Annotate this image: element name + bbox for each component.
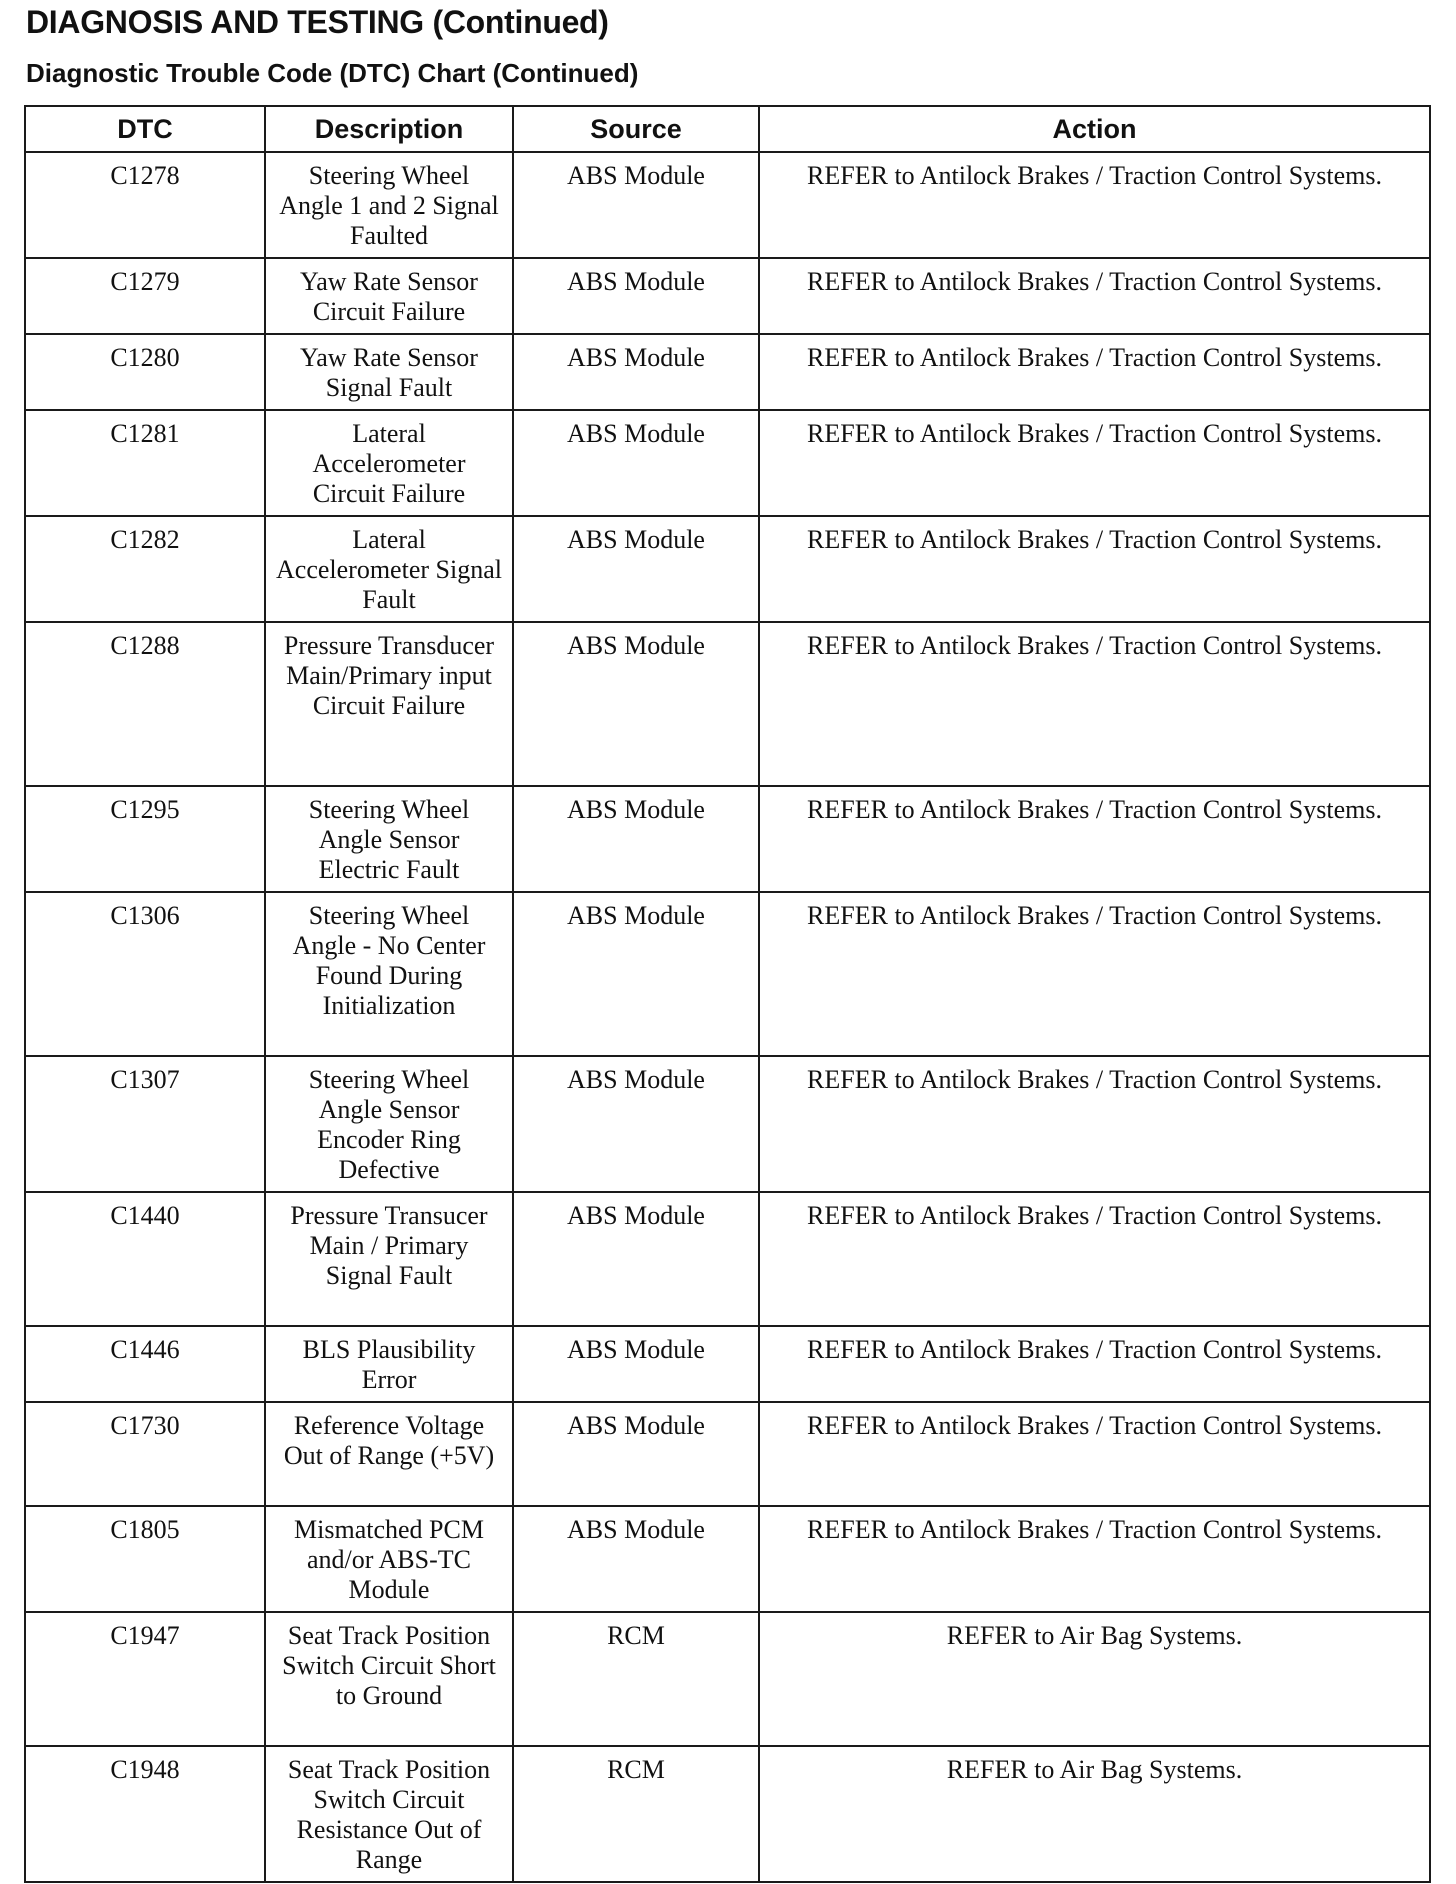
table-row <box>25 1612 1430 1746</box>
cell-source: ABS Module <box>513 258 759 334</box>
table-row <box>25 1056 1430 1192</box>
cell-source: ABS Module <box>513 786 759 892</box>
cell-source: ABS Module <box>513 152 759 258</box>
cell-dtc: C1440 <box>25 1192 265 1326</box>
cell-action: REFER to Antilock Brakes / Traction Control Systems. <box>759 334 1430 410</box>
cell-action: REFER to Air Bag Systems. <box>759 1746 1430 1882</box>
cell-description: Steering Wheel Angle Sensor Encoder Ring Defective <box>265 1056 513 1192</box>
cell-action: REFER to Antilock Brakes / Traction Control Systems. <box>759 516 1430 622</box>
dtc-chart-table <box>24 105 1431 1883</box>
cell-action: REFER to Antilock Brakes / Traction Control Systems. <box>759 1506 1430 1612</box>
cell-description: Steering Wheel Angle - No Center Found During Initialization <box>265 892 513 1056</box>
table-row <box>25 258 1430 334</box>
cell-action: REFER to Antilock Brakes / Traction Control Systems. <box>759 892 1430 1056</box>
cell-description: Steering Wheel Angle Sensor Electric Fault <box>265 786 513 892</box>
table-row <box>25 152 1430 258</box>
header-source: Source <box>513 106 759 152</box>
cell-description: Mismatched PCM and/or ABS-TC Module <box>265 1506 513 1612</box>
cell-description: Lateral Accelerometer Circuit Failure <box>265 410 513 516</box>
table-row <box>25 892 1430 1056</box>
cell-source: RCM <box>513 1612 759 1746</box>
cell-source: ABS Module <box>513 1192 759 1326</box>
header-dtc: DTC <box>25 106 265 152</box>
cell-source: ABS Module <box>513 334 759 410</box>
cell-dtc: C1948 <box>25 1746 265 1882</box>
table-row <box>25 1326 1430 1402</box>
table-row <box>25 410 1430 516</box>
cell-dtc: C1279 <box>25 258 265 334</box>
cell-dtc: C1446 <box>25 1326 265 1402</box>
cell-description: Pressure Transucer Main / Primary Signal Fault <box>265 1192 513 1326</box>
table-row <box>25 334 1430 410</box>
cell-action: REFER to Antilock Brakes / Traction Control Systems. <box>759 1192 1430 1326</box>
cell-action: REFER to Antilock Brakes / Traction Control Systems. <box>759 258 1430 334</box>
cell-action: REFER to Antilock Brakes / Traction Control Systems. <box>759 1326 1430 1402</box>
page-title: DIAGNOSIS AND TESTING (Continued) <box>26 4 609 40</box>
cell-description: Pressure Transducer Main/Primary input Circuit Failure <box>265 622 513 786</box>
cell-description: Seat Track Position Switch Circuit Short to Ground <box>265 1612 513 1746</box>
table-row <box>25 1746 1430 1882</box>
cell-action: REFER to Antilock Brakes / Traction Control Systems. <box>759 152 1430 258</box>
table-row <box>25 622 1430 786</box>
table-row <box>25 1402 1430 1506</box>
section-title: Diagnostic Trouble Code (DTC) Chart (Continued) <box>26 58 639 88</box>
table-row <box>25 1192 1430 1326</box>
cell-action: REFER to Antilock Brakes / Traction Control Systems. <box>759 1402 1430 1506</box>
cell-source: ABS Module <box>513 1056 759 1192</box>
cell-dtc: C1282 <box>25 516 265 622</box>
cell-description: Seat Track Position Switch Circuit Resistance Out of Range <box>265 1746 513 1882</box>
header-description: Description <box>265 106 513 152</box>
cell-description: Yaw Rate Sensor Circuit Failure <box>265 258 513 334</box>
cell-source: RCM <box>513 1746 759 1882</box>
table-row <box>25 786 1430 892</box>
cell-action: REFER to Antilock Brakes / Traction Control Systems. <box>759 622 1430 786</box>
cell-dtc: C1280 <box>25 334 265 410</box>
cell-action: REFER to Antilock Brakes / Traction Control Systems. <box>759 786 1430 892</box>
cell-description: Reference Voltage Out of Range (+5V) <box>265 1402 513 1506</box>
cell-source: ABS Module <box>513 1326 759 1402</box>
cell-description: Yaw Rate Sensor Signal Fault <box>265 334 513 410</box>
cell-action: REFER to Antilock Brakes / Traction Control Systems. <box>759 1056 1430 1192</box>
cell-description: Steering Wheel Angle 1 and 2 Signal Faulted <box>265 152 513 258</box>
cell-description: Lateral Accelerometer Signal Fault <box>265 516 513 622</box>
cell-source: ABS Module <box>513 1402 759 1506</box>
header-action: Action <box>759 106 1430 152</box>
cell-dtc: C1730 <box>25 1402 265 1506</box>
cell-dtc: C1278 <box>25 152 265 258</box>
table-header-row <box>25 106 1430 152</box>
table-row <box>25 516 1430 622</box>
cell-dtc: C1947 <box>25 1612 265 1746</box>
table-row <box>25 1506 1430 1612</box>
cell-source: ABS Module <box>513 622 759 786</box>
cell-source: ABS Module <box>513 892 759 1056</box>
cell-dtc: C1288 <box>25 622 265 786</box>
cell-dtc: C1281 <box>25 410 265 516</box>
cell-description: BLS Plausibility Error <box>265 1326 513 1402</box>
cell-dtc: C1295 <box>25 786 265 892</box>
cell-action: REFER to Air Bag Systems. <box>759 1612 1430 1746</box>
cell-source: ABS Module <box>513 516 759 622</box>
cell-action: REFER to Antilock Brakes / Traction Control Systems. <box>759 410 1430 516</box>
cell-dtc: C1307 <box>25 1056 265 1192</box>
cell-source: ABS Module <box>513 1506 759 1612</box>
cell-source: ABS Module <box>513 410 759 516</box>
cell-dtc: C1306 <box>25 892 265 1056</box>
cell-dtc: C1805 <box>25 1506 265 1612</box>
